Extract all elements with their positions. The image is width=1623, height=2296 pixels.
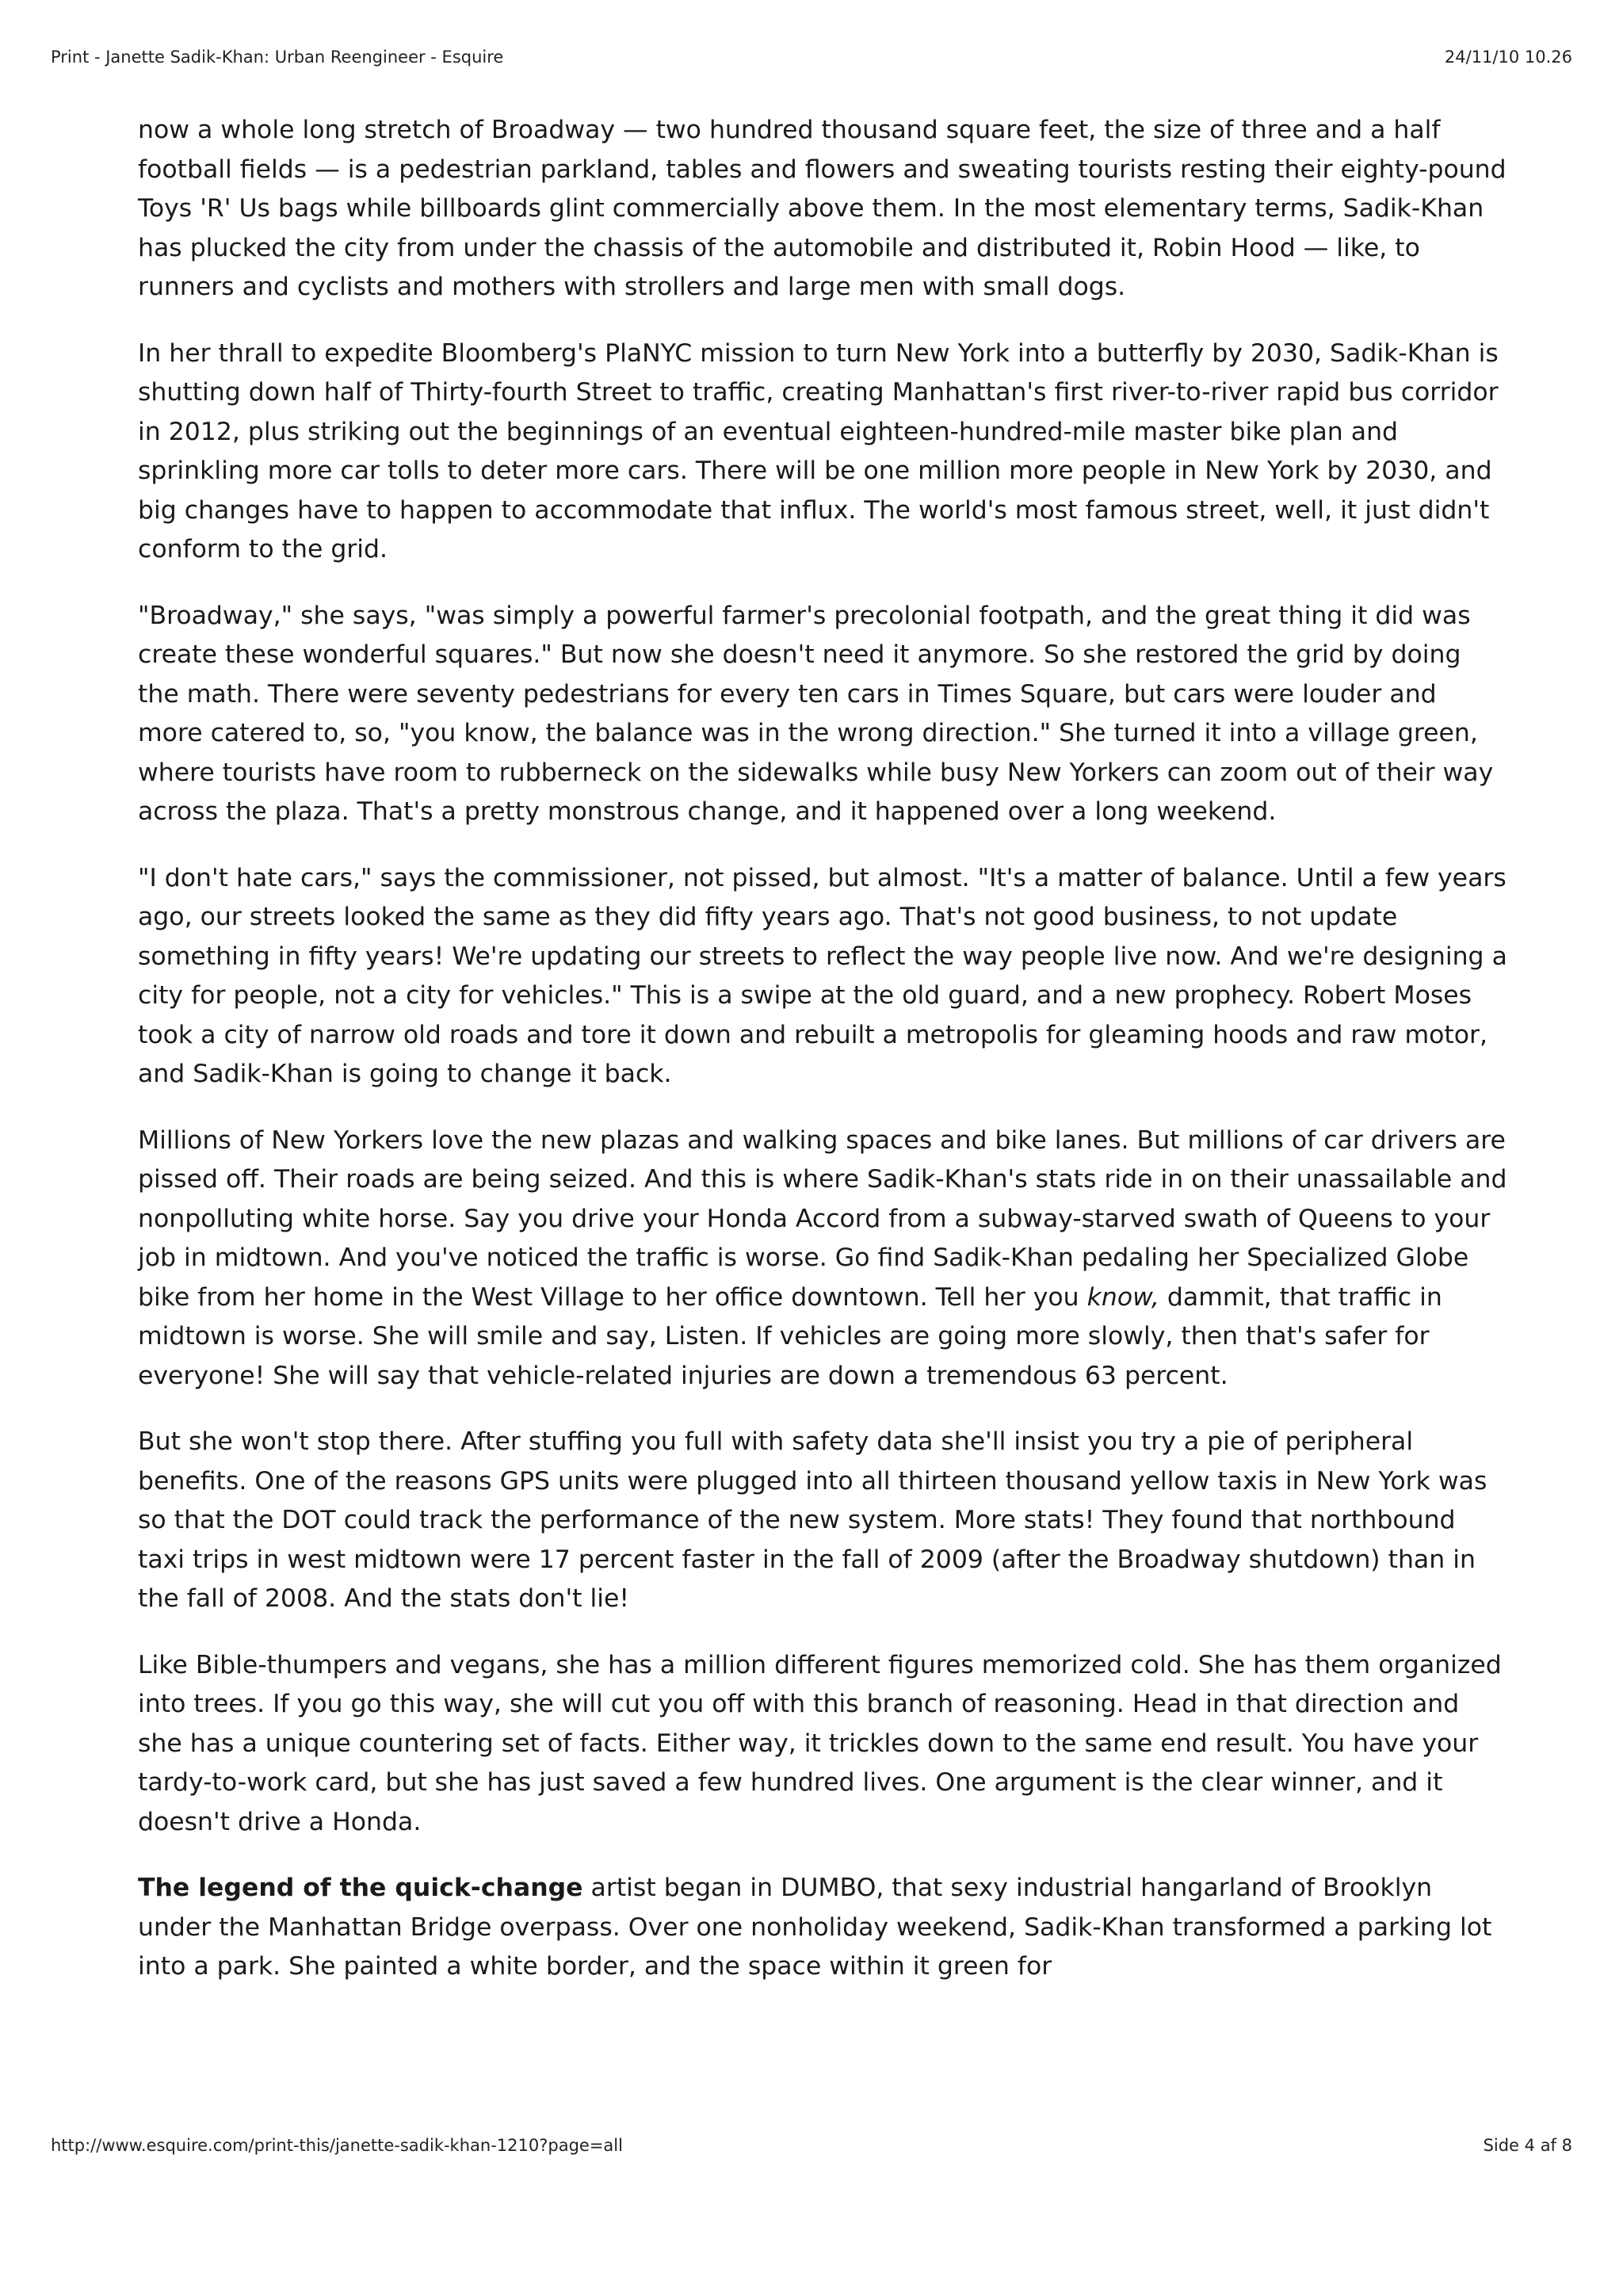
paragraph-broadway-parkland: now a whole long stretch of Broadway — two hundred thousand square feet, the size of three and a half football fields — is a pedestrian parkland, tables and flowers and sweating tourists resting their eighty-pound Toys 'R' Us bags while billboards glint commercially above them. In the most elementary terms, Sadik-Khan has plucked the city from under the chassis of the automobile and distributed it, Robin Hood — like, to runners and cyclists and mothers with strollers and large men with small dogs.: [138, 116, 1507, 301]
paragraph-commissioner-quote: "I don't hate cars," says the commissioner, not pissed, but almost. "It's a matter of balance. Until a few years ago, our streets looked the same as they did fifty years ago. That's not good business, to not update something in fifty years! We're updating our streets to reflect the way people live now. And we're designing a city for people, not a city for vehicles." This is a swipe at the old guard, and a new prophecy. Robert Moses took a city of narrow old roads and tore it down and rebuilt a metropolis for gleaming hoods and raw motor, and Sadik-Khan is going to change it back.: [138, 863, 1507, 1088]
paragraph-planyc: In her thrall to expedite Bloomberg's PlaNYC mission to turn New York into a butterfly by 2030, Sadik-Khan is shutting down half of Thirty-fourth Street to traffic, creating Manhattan's first river-to-river rapid bus corridor in 2012, plus striking out the beginnings of an eventual eighteen-hundred-mile master bike plan and sprinkling more car tolls to deter more cars. There will be one million more people in New York by 2030, and big changes have to happen to accommodate that influx. The world's most famous street, well, it just didn't conform to the grid.: [138, 338, 1499, 563]
emphasis-text: know,: [1086, 1282, 1159, 1312]
section-lead-in: The legend of the quick-change: [138, 1874, 583, 1902]
article-body: [138, 111, 1509, 2014]
paragraph-text: dammit, that traffic in midtown is worse. She will smile and say, Listen. If vehicles are going more slowly, then that's safer for everyone! She will say that vehicle-related injuries are down a tremendous 63 percent.: [138, 1282, 1442, 1390]
paragraph-broadway-quote: "Broadway," she says, "was simply a powerful farmer's precolonial footpath, and the great thing it did was create these wonderful squares." But now she doesn't need it anymore. So she restored the grid by doing the math. There were seventy pedestrians for every ten cars in Times Square, but cars were louder and more catered to, so, "you know, the balance was in the wrong direction." She turned it into a village green, where tourists have room to rubberneck on the sidewalks while busy New Yorkers can zoom out of their way across the plaza. That's a pretty monstrous change, and it happened over a long weekend.: [138, 601, 1494, 826]
paragraph-peripheral-benefits: But she won't stop there. After stuffing you full with safety data she'll insist you try a pie of peripheral benefits. One of the reasons GPS units were plugged into all thirteen thousand yellow taxis in New York was so that the DOT could track the performance of the new system. More stats! They found that northbound taxi trips in west midtown were 17 percent faster in the fall of 2009 (after the Broadway shutdown) than in the fall of 2008. And the stats don't lie!: [138, 1427, 1487, 1613]
page-number: Side 4 af 8: [1483, 2136, 1572, 2155]
print-datetime: 24/11/10 10.26: [1444, 48, 1572, 67]
paragraph-text: artist began in DUMBO, that sexy industrial hangarland of Brooklyn under the Manhattan Bridge overpass. Over one nonholiday weekend, Sadik-Khan transformed a parking lot into a park. She painted a white border, and the space within it green for: [138, 1874, 1492, 1981]
source-url: http://www.esquire.com/print-this/janette-sadik-khan-1210?page=all: [51, 2136, 623, 2155]
paragraph-quick-change: [138, 1869, 1509, 1987]
print-header: [51, 48, 1572, 67]
paragraph-new-yorkers: [138, 1121, 1509, 1396]
print-footer: [51, 2136, 1572, 2155]
paragraph-text: Millions of New Yorkers love the new plazas and walking spaces and bike lanes. But millions of car drivers are pissed off. Their roads are being seized. And this is where Sadik-Khan's stats ride in on their unassailable and nonpolluting white horse. Say you drive your Honda Accord from a subway-starved swath of Queens to your job in midtown. And you've noticed the traffic is worse. Go find Sadik-Khan pedaling her Specialized Globe bike from her home in the West Village to her office downtown. Tell her you: [138, 1125, 1507, 1312]
page-title: Print - Janette Sadik-Khan: Urban Reengineer - Esquire: [51, 48, 504, 67]
paragraph-figures-memorized: Like Bible-thumpers and vegans, she has a million different figures memorized cold. She has them organized into trees. If you go this way, she will cut you off with this branch of reasoning. Head in that direction and she has a unique countering set of facts. Either way, it trickles down to the same end result. You have your tardy-to-work card, but she has just saved a few hundred lives. One argument is the clear winner, and it doesn't drive a Honda.: [138, 1650, 1502, 1836]
